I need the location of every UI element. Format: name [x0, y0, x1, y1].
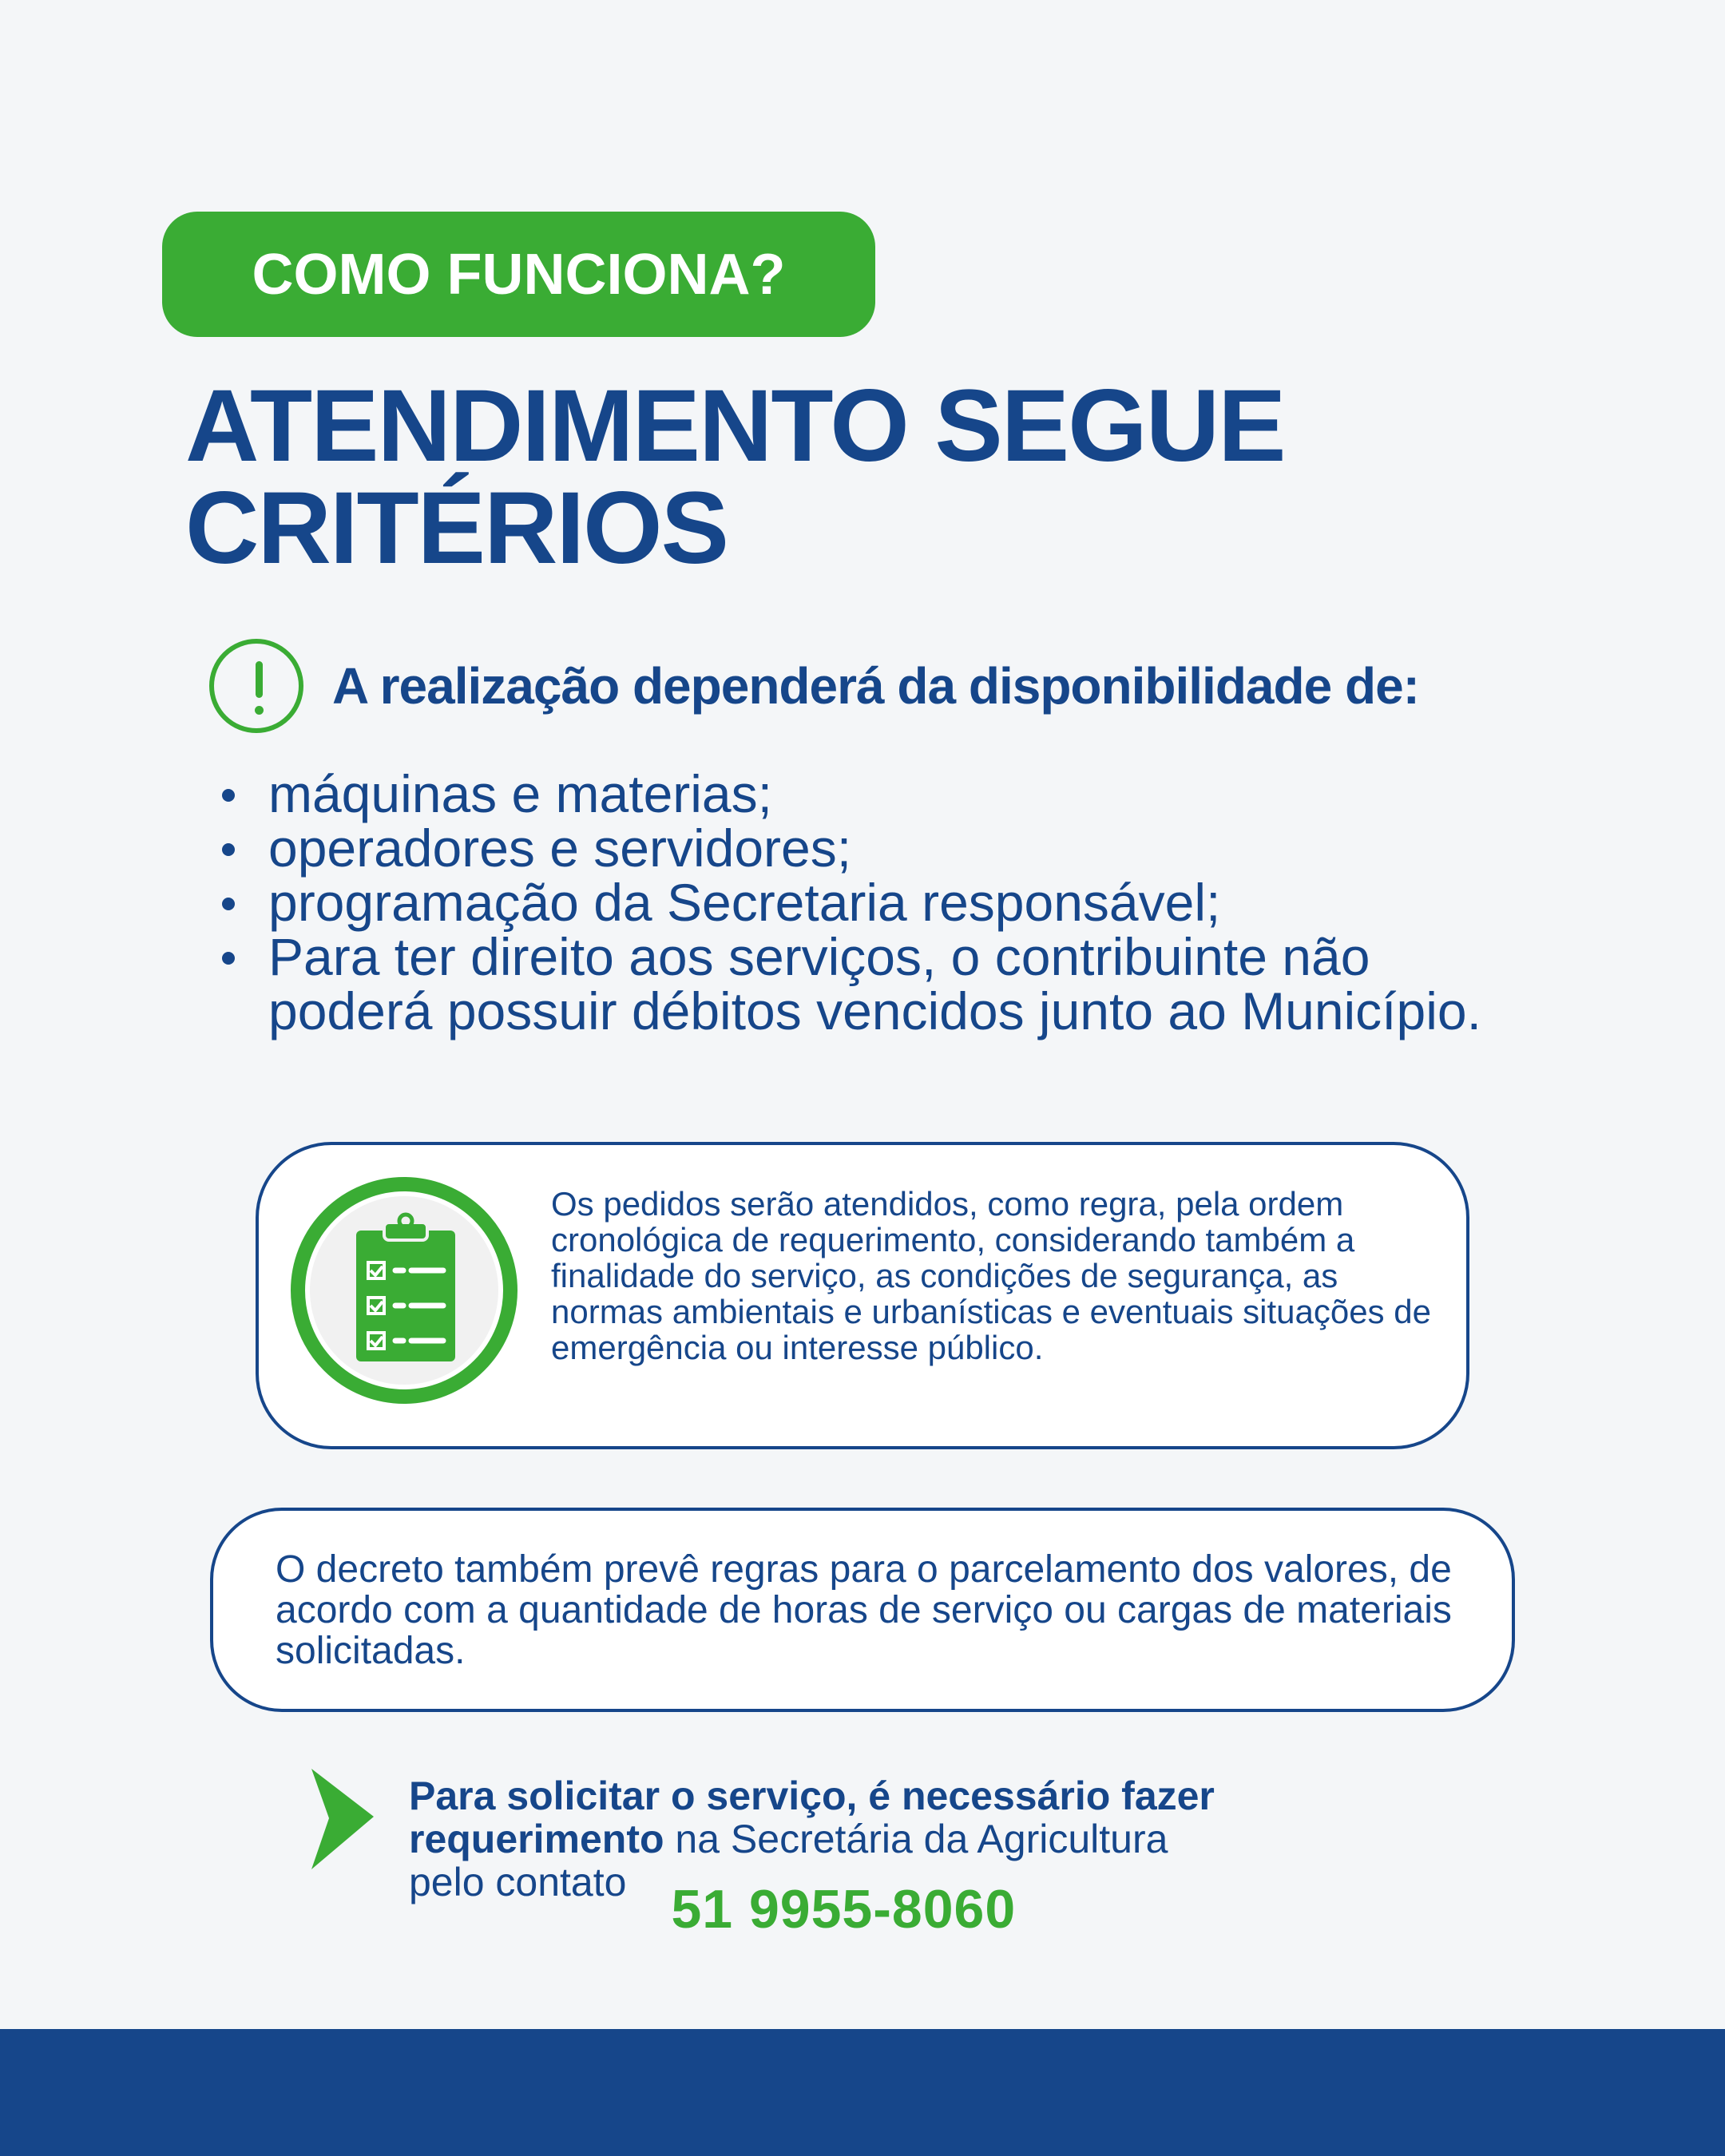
cta-line2 [409, 1817, 1215, 1861]
list-item: Para ter direito aos serviços, o contribuinte não [216, 929, 1481, 984]
order-info-text: Os pedidos serão atendidos, como regra, pela ordem cronológica de requerimento, considerando também a finalidade do serviço, as condições de segurança, as normas ambientais e urbanísticas e eventuais situações de emergência ou interesse público. [551, 1185, 1431, 1366]
page-title-line1: ATENDIMENTO SEGUE [185, 369, 1285, 483]
page-title-line2: CRITÉRIOS [185, 471, 728, 585]
phone-number[interactable]: 51 9955-8060 [671, 1879, 1017, 1940]
clipboard-checklist-icon [290, 1176, 518, 1405]
decree-info-text: O decreto também prevê regras para o parcelamento dos valores, de acordo com a quantidade de horas de serviço ou cargas de materiais solicitadas. [276, 1548, 1452, 1672]
availability-list [216, 764, 1481, 1040]
footer-bar [0, 2029, 1725, 2156]
cta-line3-text: pelo contato [409, 1860, 627, 1904]
exclamation-circle-icon [209, 639, 303, 733]
cta-line2-bold: requerimento [409, 1817, 664, 1861]
list-item-continuation: poderá possuir débitos vencidos junto ao Município. [268, 981, 1481, 1040]
availability-heading-row [209, 639, 1419, 733]
section-badge-label: COMO FUNCIONA? [252, 242, 786, 307]
cta-line3 [409, 1860, 1215, 1940]
list-item: operadores e servidores; [216, 821, 1481, 875]
list-item: programação da Secretaria responsável; [216, 875, 1481, 929]
cta-line2-rest: na Secretária da Agricultura [664, 1817, 1168, 1861]
cta-line1: Para solicitar o serviço, é necessário fazer [409, 1774, 1215, 1818]
list-item: máquinas e materias; [216, 767, 1481, 821]
contact-call-to-action [409, 1774, 1215, 1940]
page-title [185, 369, 1285, 585]
chevron-right-icon [307, 1767, 379, 1871]
section-badge [162, 212, 875, 337]
availability-heading: A realização dependerá da disponibilidade de: [332, 657, 1419, 715]
